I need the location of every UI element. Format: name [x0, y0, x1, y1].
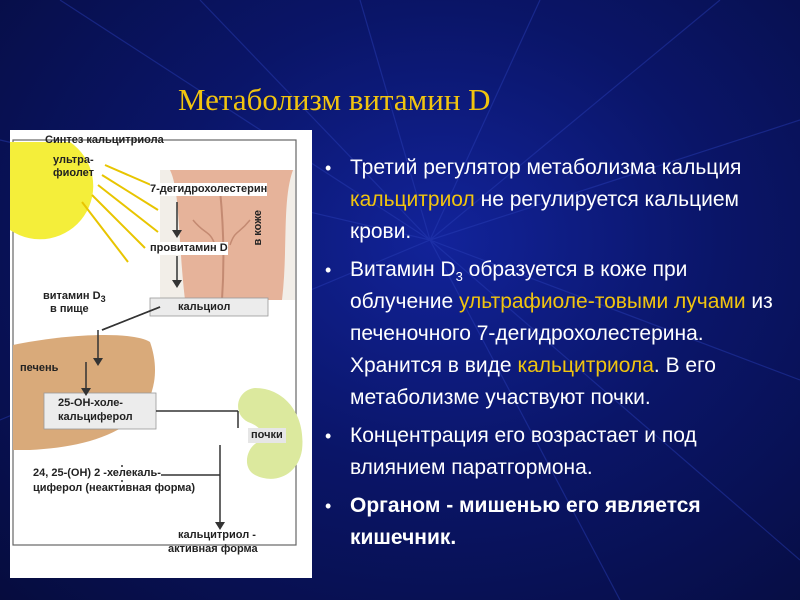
bullet-list	[322, 152, 792, 560]
active-form-line2: активная форма	[168, 543, 258, 555]
inactive-form-line2: циферол (неактивная форма)	[33, 482, 196, 494]
hydroxy-label-line1: 25-OH-холе-	[58, 397, 123, 409]
bullet-marker: •	[325, 158, 332, 178]
calciol-label: кальциол	[178, 301, 231, 313]
liver-label: печень	[20, 362, 59, 374]
inactive-form-line1: 24, 25-(OH) 2 -хелекаль-	[33, 467, 161, 479]
active-form-line1: кальцитриол -	[178, 529, 256, 541]
in-food-label: в пище	[50, 303, 89, 315]
kidneys-label: почки	[248, 428, 286, 443]
uv-label-line1: ультра-	[53, 154, 94, 166]
slide-title: Метаболизм витамин D	[178, 82, 491, 117]
diagram-header: Синтез кальцитриола	[45, 134, 164, 146]
bullet-text-segment: Витамин D	[350, 258, 456, 281]
provitamin-label: провитамин D	[150, 242, 228, 254]
bullet-marker: •	[325, 426, 332, 446]
diagram-graphics	[10, 130, 312, 578]
dehydrocholesterol-label: 7-дегидрохолестерин	[150, 183, 268, 195]
bullet-text-segment: кальцитриола	[517, 354, 654, 377]
bullet-item	[322, 490, 792, 554]
bullet-item	[322, 254, 792, 414]
bullet-item	[322, 152, 792, 248]
bullet-text-segment: не регулируется кальцием крови.	[350, 188, 739, 243]
bullet-text-segment: . В его метаболизме участвуют почки.	[350, 354, 716, 409]
uv-label-line2: фиолет	[53, 167, 95, 179]
bullet-text-segment: 3	[455, 269, 463, 285]
vitamin-d-diagram	[10, 130, 312, 578]
bullet-marker: •	[325, 260, 332, 280]
bullet-text-segment: Третий регулятор метаболизма кальция	[350, 156, 742, 179]
bullet-text-segment: образуется в коже при облучение	[350, 258, 688, 313]
in-skin-label: в коже	[252, 210, 264, 246]
bullet-marker: •	[325, 496, 332, 516]
bullet-text-segment: кальцитриол	[350, 188, 475, 211]
bullet-text-segment: Органом - мишенью его является кишечник.	[350, 494, 701, 549]
bullet-text-segment: из печеночного 7-дегидрохолестерина. Хранится в виде	[350, 290, 773, 377]
food-vitamin-label: витамин $D_3$	[43, 290, 106, 305]
bullet-text-segment: ультрафиоле-товыми лучами	[458, 290, 746, 313]
bullet-item	[322, 420, 792, 484]
bullet-text-segment: Концентрация его возрастает и под влиянием паратгормона.	[350, 424, 697, 479]
hydroxy-label-line2: кальциферол	[58, 411, 133, 423]
